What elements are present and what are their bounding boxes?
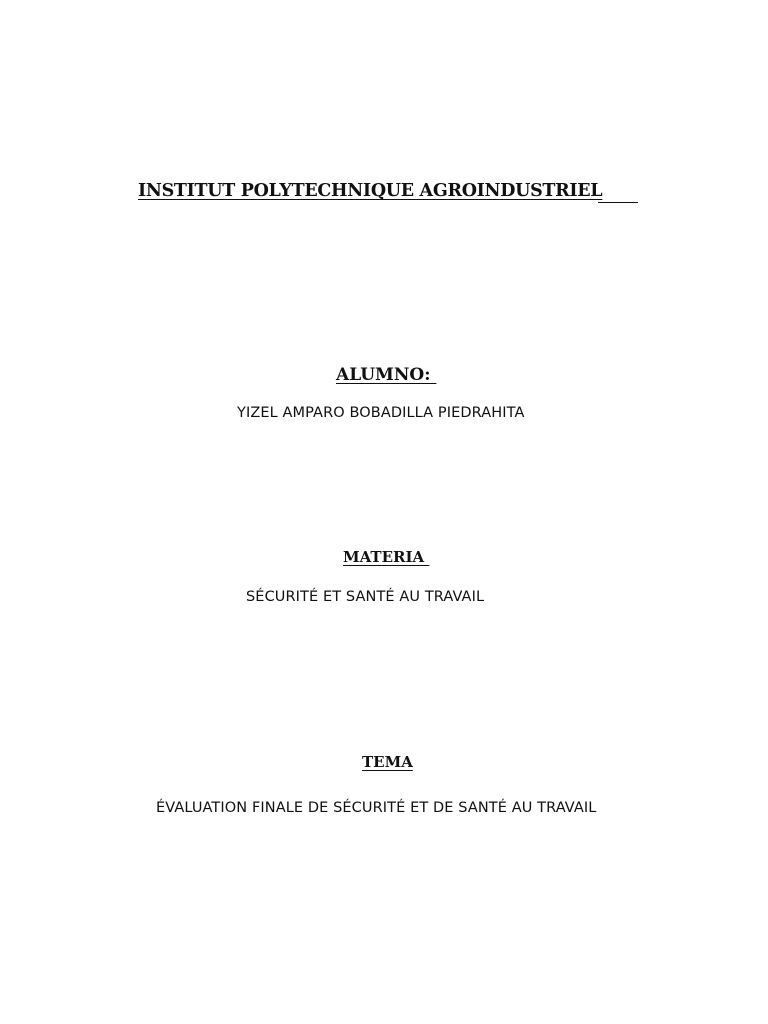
topic-heading: TEMA (362, 753, 413, 771)
topic-name: ÉVALUATION FINALE DE SÉCURITÉ ET DE SANTÉ AU TRAVAIL (156, 800, 597, 816)
student-name: YIZEL AMPARO BOBADILLA PIEDRAHITA (237, 405, 525, 421)
title-underline-extension (598, 202, 638, 203)
student-heading: ALUMNO: (336, 365, 437, 385)
subject-name: SÉCURITÉ ET SANTÉ AU TRAVAIL (246, 589, 485, 605)
subject-heading: MATERIA (343, 548, 430, 566)
institution-title: INSTITUT POLYTECHNIQUE AGROINDUSTRIEL (138, 181, 603, 201)
